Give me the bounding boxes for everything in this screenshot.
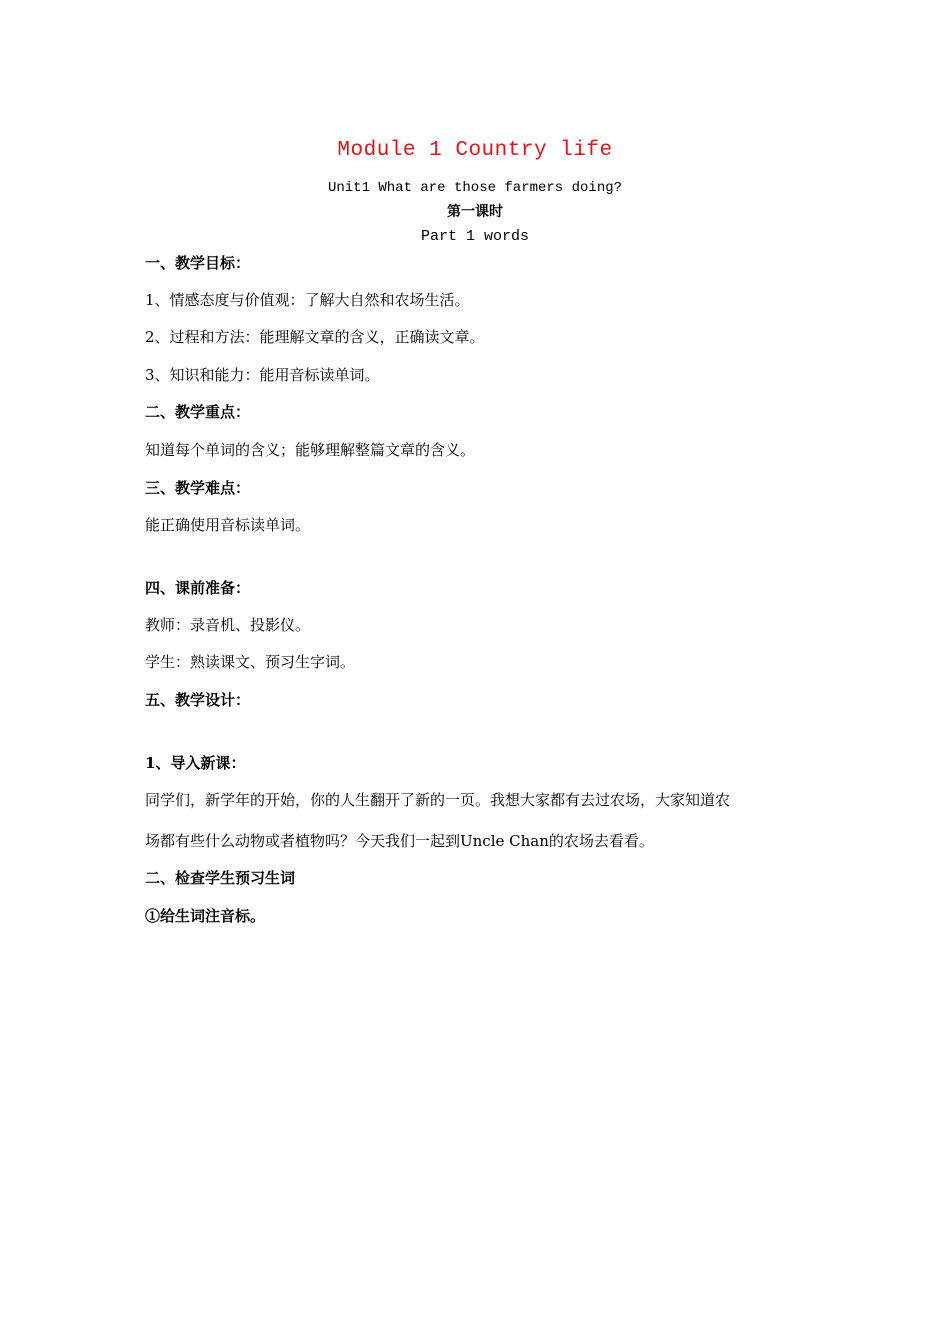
step1-paragraph-line-1: 同学们，新学年的开始，你的人生翻开了新的一页。我想大家都有去过农场，大家知道农: [145, 791, 731, 809]
difficult-points-heading: 三、教学难点：: [145, 479, 251, 497]
part-label: Part 1 words: [420, 228, 530, 245]
step1-heading: 1、导入新课：: [145, 754, 246, 772]
difficult-points-text: 能正确使用音标读单词。: [145, 516, 311, 534]
key-points-heading: 二、教学重点：: [145, 403, 251, 421]
document-title: Module 1 Country life: [337, 139, 613, 162]
goal-item-2: 2、过程和方法：能理解文章的含义，正确读文章。: [145, 328, 485, 346]
preparation-teacher: 教师：录音机、投影仪。: [145, 616, 311, 634]
goals-heading: 一、教学目标：: [145, 254, 251, 272]
unit-subtitle: Unit1 What are those farmers doing?: [327, 180, 623, 196]
preparation-student: 学生：熟读课文、预习生字词。: [145, 653, 356, 671]
lesson-label: 第一课时: [447, 204, 503, 220]
step2-heading: 二、检查学生预习生词: [145, 869, 296, 887]
step2-item-1: ①给生词注音标。: [145, 907, 266, 925]
preparation-heading: 四、课前准备：: [145, 579, 251, 597]
goal-item-1: 1、情感态度与价值观：了解大自然和农场生活。: [145, 291, 470, 309]
goal-item-3: 3、知识和能力：能用音标读单词。: [145, 366, 380, 384]
key-points-text: 知道每个单词的含义；能够理解整篇文章的含义。: [145, 441, 476, 459]
design-heading: 五、教学设计：: [145, 691, 251, 709]
step1-paragraph-line-2: 场都有些什么动物或者植物吗？今天我们一起到Uncle Chan的农场去看看。: [145, 832, 654, 850]
